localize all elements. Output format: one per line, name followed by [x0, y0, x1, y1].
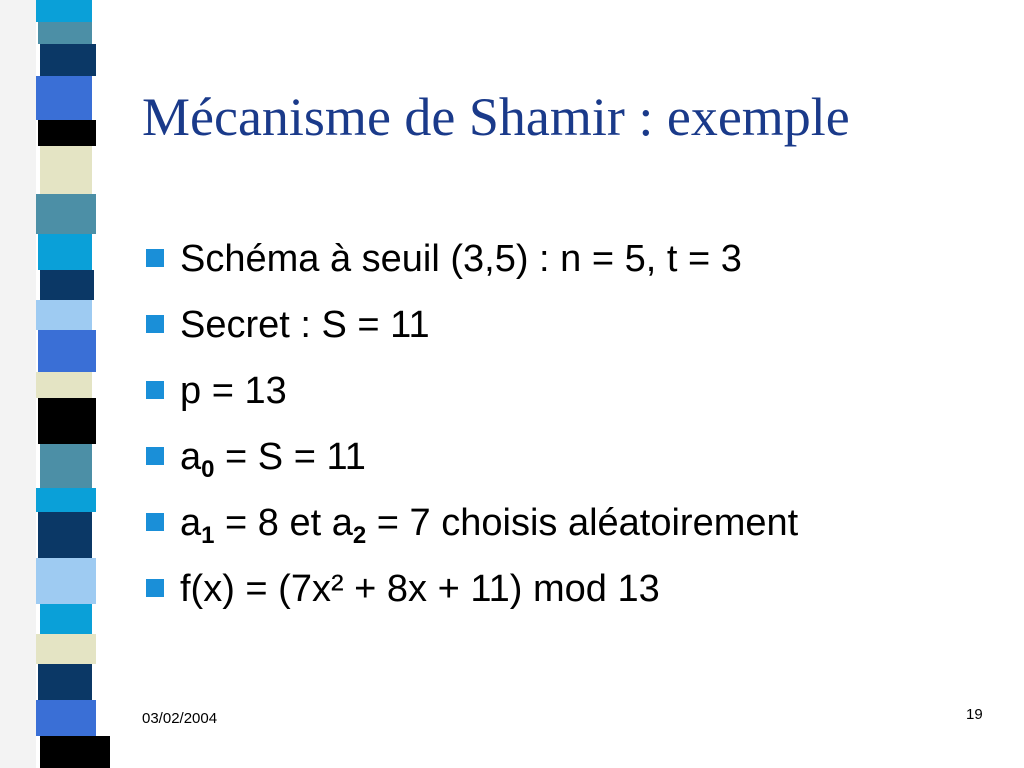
- bullet-item: [146, 490, 798, 556]
- slide-title: Mécanisme de Shamir : exemple: [142, 87, 850, 147]
- bullet-list: [146, 226, 798, 622]
- stripe-pattern: [0, 0, 120, 768]
- square-bullet-icon: [146, 381, 164, 399]
- bullet-text: Secret : S = 11: [180, 304, 430, 346]
- stripe-block: [40, 604, 92, 634]
- stripe-block: [40, 44, 96, 76]
- stripe-block: [36, 558, 96, 604]
- bullet-text: p = 13: [180, 370, 287, 412]
- footer-date: 03/02/2004: [142, 710, 218, 727]
- stripe-block: [40, 444, 92, 488]
- stripe-block: [40, 270, 94, 300]
- square-bullet-icon: [146, 447, 164, 465]
- bullet-text: Schéma à seuil (3,5) : n = 5, t = 3: [180, 238, 742, 280]
- stripe-block: [38, 120, 96, 146]
- stripe-block: [38, 664, 92, 700]
- subscript: 2: [352, 522, 367, 549]
- stripe-block: [38, 512, 92, 558]
- page-number: 19: [966, 706, 983, 723]
- stripe-block: [36, 194, 96, 234]
- stripe-block: [36, 0, 92, 22]
- subscript: 1: [201, 522, 215, 549]
- square-bullet-icon: [146, 249, 164, 267]
- square-bullet-icon: [146, 513, 164, 531]
- bullet-text-rest: = 7 choisis aléatoirement: [366, 502, 799, 544]
- stripe-block: [36, 634, 96, 664]
- stripe-block: [36, 700, 96, 736]
- stripe-block: [36, 76, 92, 120]
- stripe-block: [40, 146, 92, 194]
- bullet-item: [146, 358, 798, 424]
- stripe-block: [36, 488, 96, 512]
- stripe-block: [36, 300, 92, 330]
- bullet-item: [146, 226, 798, 292]
- stripe-block: [36, 372, 92, 398]
- stripe-shadow: [0, 0, 36, 768]
- bullet-text-mid: = 8 et a: [214, 502, 353, 544]
- stripe-block: [38, 330, 96, 372]
- stripe-block: [38, 22, 92, 44]
- bullet-item: [146, 556, 798, 622]
- square-bullet-icon: [146, 315, 164, 333]
- bullet-text-var: a: [180, 502, 202, 544]
- stripe-block: [40, 736, 110, 768]
- bullet-item: [146, 424, 798, 490]
- bullet-text: f(x) = (7x² + 8x + 11) mod 13: [180, 568, 660, 610]
- bullet-item: [146, 292, 798, 358]
- square-bullet-icon: [146, 579, 164, 597]
- decorative-stripe-band: [0, 0, 120, 768]
- bullet-text-rest: = S = 11: [214, 436, 366, 478]
- stripe-block: [38, 398, 96, 444]
- bullet-text-var: a: [180, 436, 202, 478]
- subscript: 0: [201, 456, 215, 483]
- stripe-block: [38, 234, 92, 270]
